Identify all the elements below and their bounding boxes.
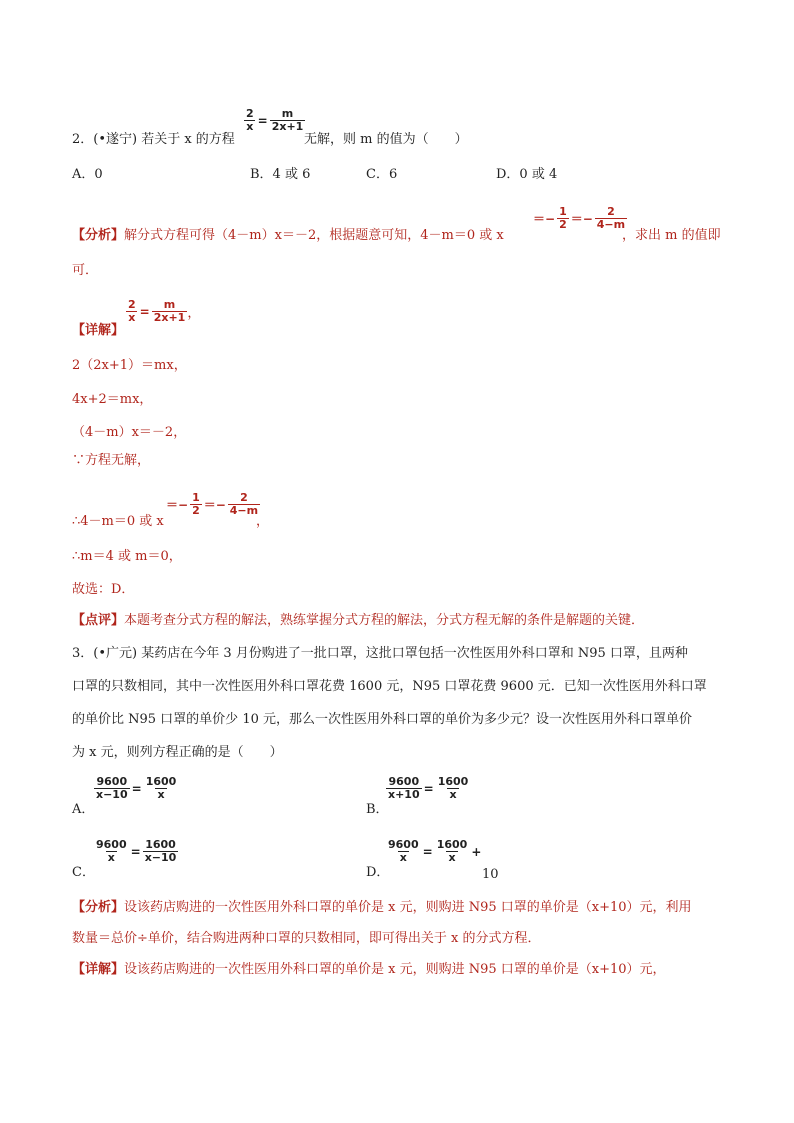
analysis1-math (531, 206, 627, 231)
q3-a-num2: 1600 (145, 775, 177, 788)
detail1-line4: ∵方程无解， (72, 453, 151, 468)
detail1-line5-frac1-num: 1 (192, 491, 200, 504)
q3-b-num2: 1600 (437, 775, 469, 788)
q3-a-eq: = (131, 781, 142, 796)
q2-frac2-den: 2x+1 (271, 120, 304, 133)
comment1-text: 本题考查分式方程的解法，熟练掌握分式方程的解法，分式方程无解的条件是解题的关键． (124, 613, 645, 628)
detail1-line3: （4－m）x＝－2， (72, 425, 187, 440)
detail1-line6: ∴m＝4 或 m＝0， (72, 549, 182, 564)
analysis1-frac1-num: 1 (559, 205, 567, 218)
analysis1-text-b: ，求出 m 的值即 (622, 228, 721, 243)
q3-b-den2: x (449, 788, 457, 801)
q3-d-tail: 10 (482, 867, 499, 882)
q3-b-eq: = (423, 781, 434, 796)
q3-c-num1: 9600 (96, 838, 127, 851)
analysis2-line1 (72, 899, 692, 917)
q3-a-den1: x−10 (96, 788, 128, 801)
q3-line4: 为 x 元，则列方程正确的是（ ） (72, 745, 283, 760)
q2-eq: = (257, 113, 268, 128)
detail1-line5-eq1: ＝− (166, 498, 189, 512)
q2-option-b: B．4 或 6 (250, 167, 311, 182)
detail2-text: 设该药店购进的一次性医用外科口罩的单价是 x 元，则购进 N95 口罩的单价是（x+10）元， (124, 962, 666, 977)
analysis2-tag: 【分析】 (72, 900, 125, 915)
analysis2-line2: 数量＝总价÷单价，结合购进两种口罩的只数相同，即可得出关于 x 的分式方程． (72, 931, 541, 946)
detail1-line7: 故选：D． (72, 582, 135, 597)
detail1-frac2-num: m (163, 298, 176, 311)
q3-option-c-label: C． (72, 865, 95, 880)
q3-d-num1: 9600 (388, 838, 419, 851)
q3-d-den1: x (399, 851, 407, 864)
q3-d-den2: x (448, 851, 456, 864)
q3-c-num2: 1600 (145, 838, 176, 851)
q3-d-eq: = (422, 844, 433, 859)
detail1-line2: 4x+2＝mx， (72, 392, 153, 407)
q3-option-a-equation (94, 776, 178, 801)
q2-stem-end: 无解，则 m 的值为（ ） (304, 132, 468, 147)
comment1 (72, 612, 644, 630)
analysis1-line1 (72, 227, 504, 245)
analysis1-text-a: 解分式方程可得（4－m）x＝－2，根据题意可知，4－m＝0 或 x (124, 228, 504, 243)
q3-line3: 的单价比 N95 口罩的单价少 10 元，那么一次性医用外科口罩的单价为多少元？设一次性医用外科口罩单价 (72, 712, 692, 727)
analysis2-text1: 设该药店购进的一次性医用外科口罩的单价是 x 元，则购进 N95 口罩的单价是（x+10）元，利用 (124, 900, 692, 915)
q3-line2: 口罩的只数相同，其中一次性医用外科口罩花费 1600 元，N95 口罩花费 9600 元．已知一次性医用外科口罩 (72, 679, 707, 694)
detail2-tag: 【详解】 (72, 962, 125, 977)
q3-option-c-equation (94, 839, 178, 864)
detail1-line5-frac2-den: 4−m (229, 504, 259, 517)
q3-option-d-equation (386, 839, 483, 864)
detail1-line5-end: ， (256, 514, 270, 529)
q3-a-num1: 9600 (96, 775, 128, 788)
analysis1-frac2-num: 2 (607, 205, 615, 218)
analysis1-text-c: 可． (72, 263, 99, 278)
q3-line1: 3．(•广元) 某药店在今年 3 月份购进了一批口罩，这批口罩包括一次性医用外科口罩和 N95 口罩，且两种 (72, 646, 688, 661)
detail2-line1 (72, 961, 666, 979)
q3-d-num2: 1600 (436, 838, 468, 851)
q3-option-a-label: A． (72, 802, 95, 817)
detail1-frac1-den: x (128, 311, 136, 324)
q2-frac1-num: 2 (246, 107, 254, 120)
detail1-frac1-num: 2 (128, 298, 136, 311)
q3-c-den2: x−10 (144, 851, 177, 864)
detail1-line5-math (164, 492, 260, 517)
analysis1-eq1: ＝− (533, 212, 556, 226)
analysis1-tag: 【分析】 (72, 228, 125, 243)
q2-frac1-den: x (246, 120, 254, 133)
detail1-line1: 2（2x+1）＝mx， (72, 358, 187, 373)
q3-c-eq: = (130, 844, 141, 859)
detail1-equation (126, 299, 200, 324)
q2-stem-start: 2．(•遂宁) 若关于 x 的方程 (72, 132, 235, 147)
q3-b-den1: x+10 (388, 788, 420, 801)
q2-equation (244, 108, 305, 133)
q2-option-a: A．0 (72, 167, 103, 182)
detail1-tag: 【详解】 (72, 323, 125, 338)
q3-d-plus: + (471, 844, 482, 859)
detail1-line5-start: ∴4－m＝0 或 x (72, 514, 164, 529)
q3-a-den2: x (157, 788, 165, 801)
analysis1-frac2-den: 4−m (596, 218, 626, 231)
detail1-comma: ， (187, 306, 201, 321)
q3-option-b-equation (386, 776, 470, 801)
q2-option-c: C．6 (366, 167, 398, 182)
analysis1-eq2: ＝− (570, 212, 593, 226)
detail1-frac2-den: 2x+1 (153, 311, 186, 324)
detail1-line5-frac1-den: 2 (192, 504, 200, 517)
detail1-line5-eq2: ＝− (203, 498, 226, 512)
detail1-line5-frac2-num: 2 (240, 491, 248, 504)
q2-frac2-num: m (281, 107, 294, 120)
q3-b-num1: 9600 (388, 775, 420, 788)
comment1-tag: 【点评】 (72, 613, 125, 628)
q3-option-b-label: B． (366, 802, 389, 817)
detail1-eq: = (139, 304, 150, 319)
q2-option-d: D．0 或 4 (496, 167, 558, 182)
q3-option-d-label: D． (366, 865, 390, 880)
q3-c-den1: x (107, 851, 115, 864)
analysis1-frac1-den: 2 (559, 218, 567, 231)
